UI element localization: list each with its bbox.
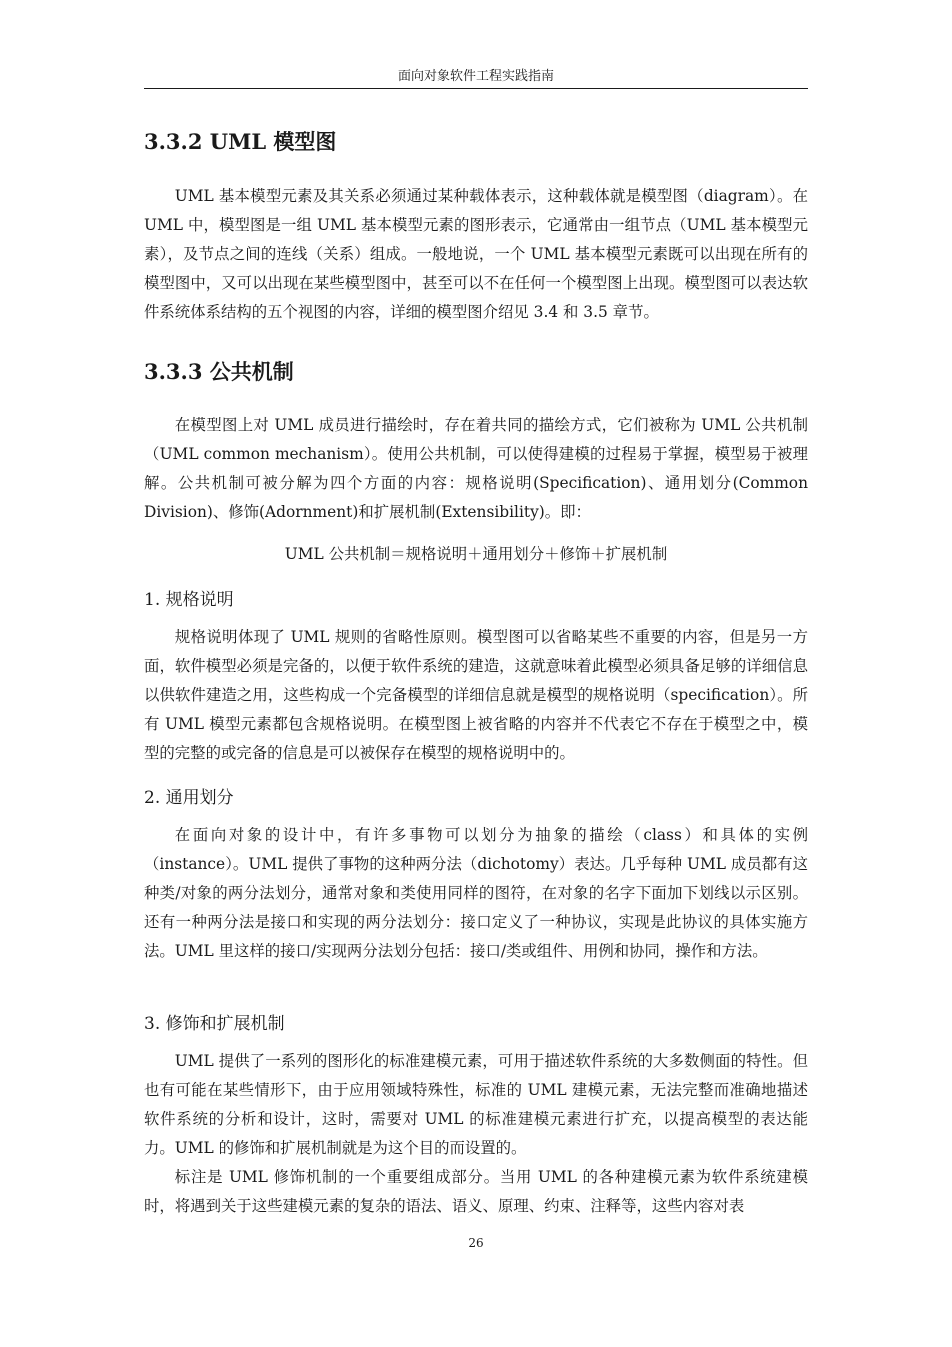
section-heading-3-3-3: 3.3.3 公共机制 [144, 359, 294, 384]
subsection-heading-common-division: 2. 通用划分 [144, 788, 234, 808]
subsection-heading-specification: 1. 规格说明 [144, 590, 234, 610]
section-heading-3-3-2: 3.3.2 UML 模型图 [144, 129, 337, 154]
subsection-heading-adornment-extension: 3. 修饰和扩展机制 [144, 1014, 285, 1034]
header-rule [144, 88, 808, 89]
page-number: 26 [468, 1236, 484, 1250]
formula-common-mechanism: UML 公共机制＝规格说明＋通用划分＋修饰＋扩展机制 [284, 545, 668, 563]
paragraph-common-division: 在面向对象的设计中，有许多事物可以划分为抽象的描绘（class）和具体的实例（instance）。UML 提供了事物的这种两分法（dichotomy）表达。几乎每种 UML 成员都有这种类/对象的两分法划分，通常对象和类使用同样的图符，在对象的名字下面加下划线以示区别。还有一种两分法是接口和实现的两分法划分：接口定义了一种协议，实现是此协议的具体实施方法。UML 里这样的接口/实现两分法划分包括：接口/类或组件、用例和协同，操作和方法。 [144, 826, 808, 960]
paragraph-common-mechanism: 在模型图上对 UML 成员进行描绘时，存在着共同的描绘方式，它们被称为 UML 公共机制（UML common mechanism）。使用公共机制，可以使得建模的过程易于掌握，模型易于被理解。公共机制可被分解为四个方面的内容：规格说明(Specification)、通用划分(Common Division)、修饰(Adornment)和扩展机制(Extensibility)。即： [144, 416, 808, 521]
paragraph-uml-diagrams: UML 基本模型元素及其关系必须通过某种载体表示，这种载体就是模型图（diagram）。在 UML 中，模型图是一组 UML 基本模型元素的图形表示，它通常由一组节点（UML 基本模型元素），及节点之间的连线（关系）组成。一般地说，一个 UML 基本模型元素既可以出现在所有的模型图中，又可以出现在某些模型图中，甚至可以不在任何一个模型图上出现。模型图可以表达软件系统体系结构的五个视图的内容，详细的模型图介绍见 3.4 和 3.5 章节。 [144, 187, 808, 321]
paragraph-annotation: 标注是 UML 修饰机制的一个重要组成部分。当用 UML 的各种建模元素为软件系统建模时，将遇到关于这些建模元素的复杂的语法、语义、原理、约束、注释等，这些内容对表 [144, 1168, 808, 1215]
paragraph-adornment-extension: UML 提供了一系列的图形化的标准建模元素，可用于描述软件系统的大多数侧面的特性。但也有可能在某些情形下，由于应用领域特殊性，标准的 UML 建模元素，无法完整而准确地描述软件系统的分析和设计，这时，需要对 UML 的标准建模元素进行扩充，以提高模型的表达能力。UML 的修饰和扩展机制就是为这个目的而设置的。 [144, 1052, 808, 1157]
running-header: 面向对象软件工程实践指南 [397, 69, 554, 84]
paragraph-specification: 规格说明体现了 UML 规则的省略性原则。模型图可以省略某些不重要的内容，但是另一方面，软件模型必须是完备的，以便于软件系统的建造，这就意味着此模型必须具备足够的详细信息以供软件建造之用，这些构成一个完备模型的详细信息就是模型的规格说明（specification）。所有 UML 模型元素都包含规格说明。在模型图上被省略的内容并不代表它不存在于模型之中，模型的完整的或完备的信息是可以被保存在模型的规格说明中的。 [144, 628, 808, 762]
